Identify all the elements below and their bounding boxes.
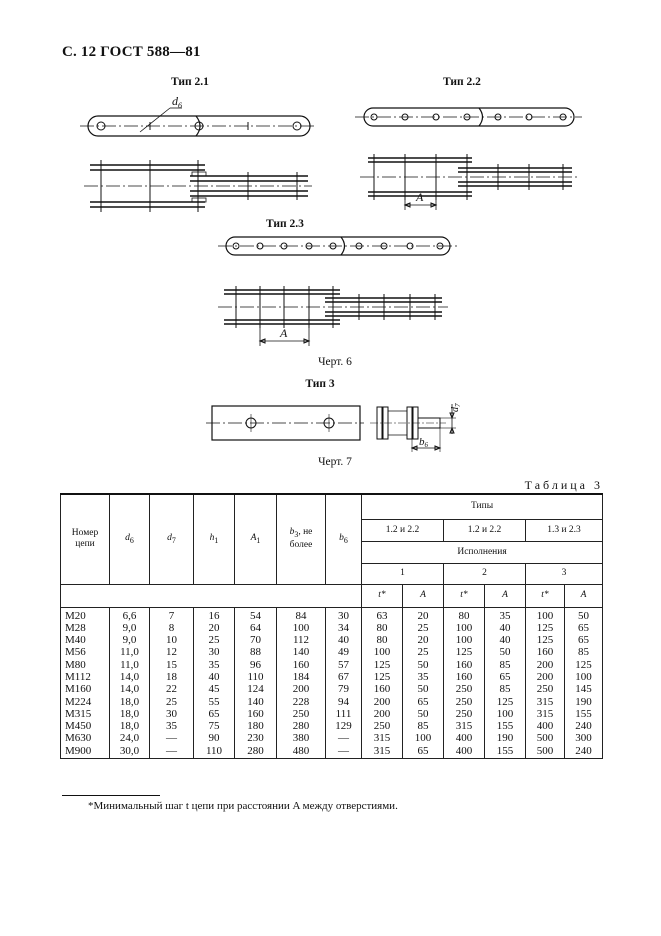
table-3 [60, 493, 603, 759]
table-cell: 25 [403, 646, 444, 658]
table-cell: 40 [326, 634, 362, 646]
table-cell: 18 [150, 671, 194, 683]
table-cell: 96 [235, 659, 277, 671]
footnote: *Минимальный шаг t цепи при расстоянии A между отверстиями. [88, 800, 398, 812]
table-cell: 94 [326, 696, 362, 708]
th-types: Типы [362, 494, 603, 519]
table-cell: 20 [403, 634, 444, 646]
th-A1: $A_1$ [235, 494, 277, 584]
table-cell: 12 [150, 646, 194, 658]
table-cell: 80 [362, 634, 403, 646]
table-cell: 100 [526, 607, 565, 622]
table-cell: 65 [403, 696, 444, 708]
table-cell: 250 [444, 708, 485, 720]
dim-A-label-2-3: A [280, 326, 288, 340]
cell-chain-number: М900 [61, 745, 110, 759]
th-t-2: t* [444, 584, 485, 607]
footnote-rule [62, 795, 160, 796]
table-cell: 67 [326, 671, 362, 683]
table-cell: 400 [526, 720, 565, 732]
cell-chain-number: М56 [61, 646, 110, 658]
th-chain-number: Номер цепи [61, 494, 110, 584]
table-cell: — [150, 732, 194, 744]
table-cell: 65 [565, 622, 603, 634]
th-h1: $h_1$ [194, 494, 235, 584]
caption-drawing-7: Черт. 7 [318, 456, 352, 468]
table-cell: 125 [526, 622, 565, 634]
th-execution-2: 2 [444, 563, 526, 584]
table-cell: 75 [194, 720, 235, 732]
table-cell: 228 [277, 696, 326, 708]
table-cell: 55 [194, 696, 235, 708]
table-cell: 100 [444, 634, 485, 646]
table-cell: 160 [526, 646, 565, 658]
table-cell: 400 [444, 745, 485, 759]
table-cell: 124 [235, 683, 277, 695]
table-cell: 125 [485, 696, 526, 708]
table-cell: 125 [565, 659, 603, 671]
table-body [61, 607, 603, 759]
table-cell: 125 [444, 646, 485, 658]
table-cell: 180 [235, 720, 277, 732]
table-cell: 30,0 [110, 745, 150, 759]
drawing-type-2-1-side [84, 160, 312, 212]
table-cell: 250 [277, 708, 326, 720]
table-cell: 315 [444, 720, 485, 732]
table-cell: 25 [150, 696, 194, 708]
table-cell: 160 [444, 659, 485, 671]
table-cell: 240 [565, 720, 603, 732]
dim-A-label-2-2: A [416, 190, 424, 204]
table-cell: 70 [235, 634, 277, 646]
cell-chain-number: М315 [61, 708, 110, 720]
label-type-2-3: Тип 2.3 [266, 218, 304, 230]
table-row [61, 720, 603, 732]
table-cell: 110 [235, 671, 277, 683]
table-cell: 22 [150, 683, 194, 695]
table-cell: 240 [565, 745, 603, 759]
table-row [61, 607, 603, 622]
table-cell: 15 [150, 659, 194, 671]
table-cell: 35 [194, 659, 235, 671]
table-cell: 184 [277, 671, 326, 683]
th-b3: $b_3$, не более [277, 494, 326, 584]
table-cell: 250 [444, 696, 485, 708]
table-cell: 125 [362, 671, 403, 683]
table-cell: 11,0 [110, 659, 150, 671]
table-cell: 85 [565, 646, 603, 658]
cell-chain-number: М28 [61, 622, 110, 634]
table-cell: — [326, 732, 362, 744]
table-cell: 155 [485, 720, 526, 732]
th-type-group-1: 1.2 и 2.2 [362, 519, 444, 541]
table-row [61, 696, 603, 708]
table-cell: 65 [485, 671, 526, 683]
table-cell: 110 [194, 745, 235, 759]
table-cell: 85 [485, 659, 526, 671]
table-cell: 85 [485, 683, 526, 695]
th-t-3: t* [526, 584, 565, 607]
dim-d6-label: $d_6$ [172, 94, 182, 110]
table-cell: 80 [362, 622, 403, 634]
table-cell: 100 [362, 646, 403, 658]
table-cell: 380 [277, 732, 326, 744]
table-cell: 20 [403, 607, 444, 622]
table-cell: 90 [194, 732, 235, 744]
table-row [61, 671, 603, 683]
table-cell: 280 [235, 745, 277, 759]
table-cell: 30 [326, 607, 362, 622]
cell-chain-number: М20 [61, 607, 110, 622]
table-cell: 34 [326, 622, 362, 634]
table-cell: 57 [326, 659, 362, 671]
table-cell: 50 [403, 708, 444, 720]
table-cell: 6,6 [110, 607, 150, 622]
cell-chain-number: М80 [61, 659, 110, 671]
drawing-type-2-3-side [218, 286, 448, 346]
table-cell: 129 [326, 720, 362, 732]
table-cell: 250 [362, 720, 403, 732]
th-type-group-2: 1.2 и 2.2 [444, 519, 526, 541]
table-cell: 8 [150, 622, 194, 634]
table-cell: 40 [485, 622, 526, 634]
table-cell: 315 [526, 696, 565, 708]
table-cell: 40 [194, 671, 235, 683]
table-title: Таблица 3 [524, 478, 603, 492]
table-cell: 35 [403, 671, 444, 683]
table-cell: 230 [235, 732, 277, 744]
table-row [61, 634, 603, 646]
table-cell: 480 [277, 745, 326, 759]
th-A-2: A [485, 584, 526, 607]
dim-d7-label: $d_7$ [450, 403, 462, 412]
cell-chain-number: М160 [61, 683, 110, 695]
drawing-type-2-2-plan [355, 108, 582, 126]
table-cell: 63 [362, 607, 403, 622]
table-cell: 155 [485, 745, 526, 759]
table-cell: 14,0 [110, 683, 150, 695]
th-execution-3: 3 [526, 563, 603, 584]
table-cell: 18,0 [110, 696, 150, 708]
table-cell: 100 [277, 622, 326, 634]
th-A-3: A [565, 584, 603, 607]
table-row [61, 683, 603, 695]
table-cell: 49 [326, 646, 362, 658]
table-cell: 190 [565, 696, 603, 708]
table-cell: 300 [565, 732, 603, 744]
table-cell: 65 [403, 745, 444, 759]
table-cell: — [150, 745, 194, 759]
table-cell: 25 [403, 622, 444, 634]
th-t-1: t* [362, 584, 403, 607]
label-type-2-1: Тип 2.1 [171, 76, 209, 88]
table-cell: 20 [194, 622, 235, 634]
th-d6: $d_6$ [110, 494, 150, 584]
table-cell: 65 [565, 634, 603, 646]
table-cell: 200 [362, 708, 403, 720]
table-cell: 160 [235, 708, 277, 720]
table-cell: 160 [277, 659, 326, 671]
table-cell: 50 [485, 646, 526, 658]
cell-chain-number: М40 [61, 634, 110, 646]
th-b6: $b_6$ [326, 494, 362, 584]
table-cell: 35 [485, 607, 526, 622]
table-cell: 79 [326, 683, 362, 695]
table-cell: 7 [150, 607, 194, 622]
table-cell: 14,0 [110, 671, 150, 683]
table-cell: 200 [277, 683, 326, 695]
table-cell: 30 [150, 708, 194, 720]
table-cell: 9,0 [110, 634, 150, 646]
table-cell: 315 [362, 745, 403, 759]
table-cell: 500 [526, 745, 565, 759]
table-cell: 400 [444, 732, 485, 744]
table-cell: 315 [526, 708, 565, 720]
page-header: С. 12 ГОСТ 588—81 [62, 44, 201, 60]
table-cell: 160 [362, 683, 403, 695]
drawing-type-2-2-side [360, 154, 578, 210]
table-cell: 111 [326, 708, 362, 720]
table-cell: 140 [235, 696, 277, 708]
dim-b6-label: b6 [419, 436, 428, 449]
table-cell: 16 [194, 607, 235, 622]
table-cell: 84 [277, 607, 326, 622]
table-cell: 315 [362, 732, 403, 744]
drawing-type-3-section [370, 404, 456, 452]
table-row [61, 646, 603, 658]
table-cell: 35 [150, 720, 194, 732]
table-cell: 140 [277, 646, 326, 658]
table-cell: 190 [485, 732, 526, 744]
table-cell: 500 [526, 732, 565, 744]
table-cell: 250 [444, 683, 485, 695]
table-cell: 24,0 [110, 732, 150, 744]
table-cell: 54 [235, 607, 277, 622]
table-cell: 10 [150, 634, 194, 646]
table-cell: 50 [565, 607, 603, 622]
table-row [61, 659, 603, 671]
table-cell: — [326, 745, 362, 759]
drawing-type-2-1-plan [80, 108, 316, 136]
table-cell: 112 [277, 634, 326, 646]
table-cell: 45 [194, 683, 235, 695]
table-cell: 200 [526, 659, 565, 671]
table-cell: 200 [526, 671, 565, 683]
table-cell: 145 [565, 683, 603, 695]
drawing-type-2-3-plan [218, 237, 458, 255]
table-cell: 250 [526, 683, 565, 695]
caption-drawing-6: Черт. 6 [318, 356, 352, 368]
cell-chain-number: М450 [61, 720, 110, 732]
table-cell: 50 [403, 659, 444, 671]
table-cell: 18,0 [110, 720, 150, 732]
table-cell: 85 [403, 720, 444, 732]
table-row [61, 622, 603, 634]
table-cell: 25 [194, 634, 235, 646]
table-cell: 100 [565, 671, 603, 683]
table-cell: 155 [565, 708, 603, 720]
label-type-2-2: Тип 2.2 [443, 76, 481, 88]
table-cell: 11,0 [110, 646, 150, 658]
drawing-type-3-plan [206, 406, 364, 440]
table-cell: 88 [235, 646, 277, 658]
table-cell: 65 [194, 708, 235, 720]
table-cell: 125 [362, 659, 403, 671]
table-cell: 18,0 [110, 708, 150, 720]
th-executions: Исполнения [362, 541, 603, 563]
cell-chain-number: М224 [61, 696, 110, 708]
table-cell: 280 [277, 720, 326, 732]
label-type-3: Тип 3 [305, 378, 335, 390]
table-cell: 50 [403, 683, 444, 695]
table-cell: 40 [485, 634, 526, 646]
table-cell: 64 [235, 622, 277, 634]
table-cell: 200 [362, 696, 403, 708]
cell-chain-number: М112 [61, 671, 110, 683]
cell-chain-number: М630 [61, 732, 110, 744]
th-A-1: A [403, 584, 444, 607]
table-cell: 30 [194, 646, 235, 658]
th-d7: $d_7$ [150, 494, 194, 584]
table-cell: 100 [444, 622, 485, 634]
table-row [61, 708, 603, 720]
table-cell: 80 [444, 607, 485, 622]
table-cell: 125 [526, 634, 565, 646]
th-execution-1: 1 [362, 563, 444, 584]
th-spacer [61, 584, 362, 607]
table-cell: 100 [403, 732, 444, 744]
table-row [61, 732, 603, 744]
table-cell: 9,0 [110, 622, 150, 634]
table-cell: 100 [485, 708, 526, 720]
table-row [61, 745, 603, 759]
th-type-group-3: 1.3 и 2.3 [526, 519, 603, 541]
table-cell: 160 [444, 671, 485, 683]
